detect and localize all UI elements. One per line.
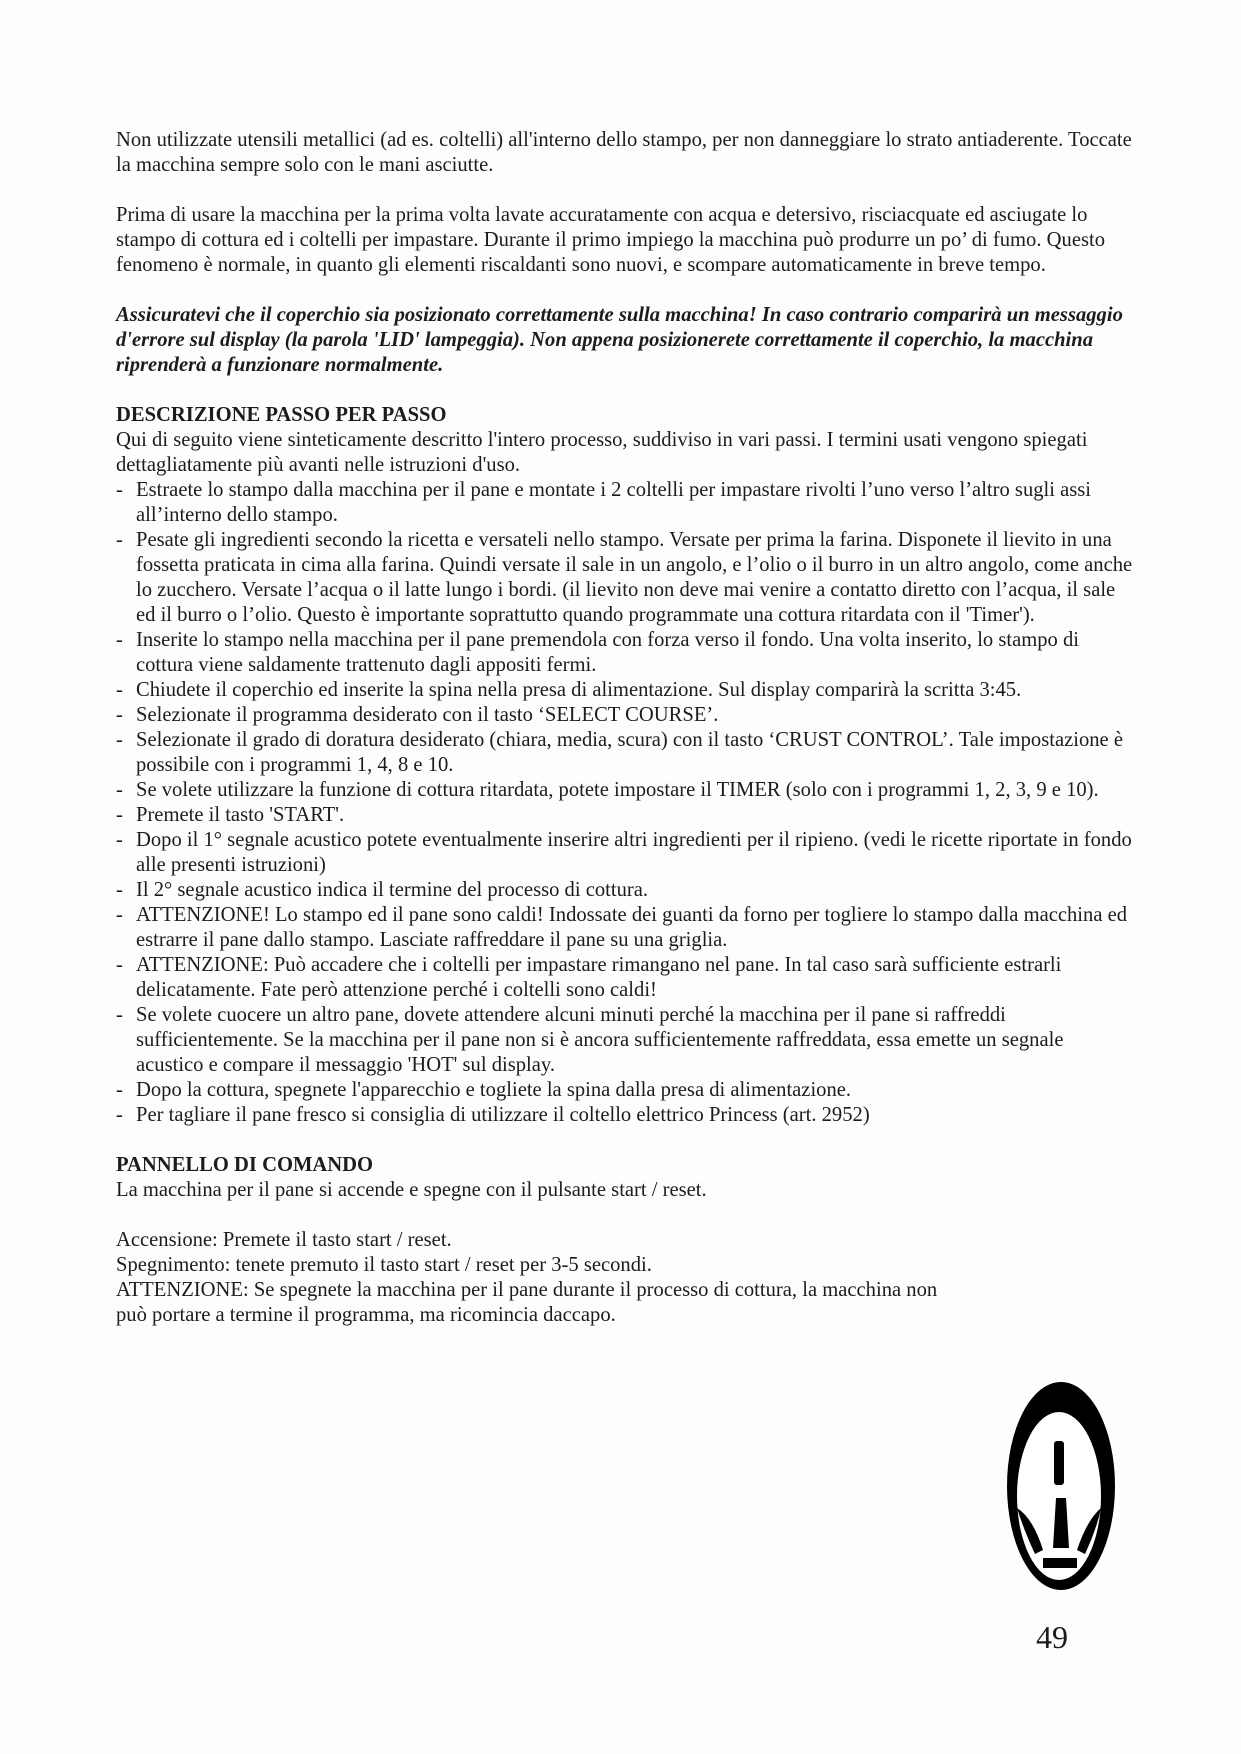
list-item: - ATTENZIONE: Può accadere che i coltelli per impastare rimangano nel pane. In tal caso sarà sufficiente estrarli delicatamente. Fate però attenzione perché i coltelli sono caldi! [116, 954, 1062, 1001]
list-item: - Dopo la cottura, spegnete l'apparecchio e togliete la spina dalla presa di alimentazione. [116, 1079, 852, 1101]
steps-heading: DESCRIZIONE PASSO PER PASSO [116, 404, 447, 426]
list-item: - Chiudete il coperchio ed inserite la spina nella presa di alimentazione. Sul display comparirà la scritta 3:45. [116, 679, 1022, 701]
list-item: - Per tagliare il pane fresco si consiglia di utilizzare il coltello elettrico Princess (art. 2952) [116, 1104, 870, 1126]
list-item: - Selezionate il grado di doratura desiderato (chiara, media, scura) con il tasto ‘CRUST CONTROL’. Tale impostazione è possibile con i programmi 1, 4, 8 e 10. [116, 729, 1123, 776]
panel-heading: PANNELLO DI COMANDO [116, 1154, 374, 1176]
lid-warning: Assicuratevi che il coperchio sia posizionato correttamente sulla macchina! In caso contrario comparirà un messaggio d'errore sul display (la parola 'LID' lampeggia). Non appena posizionerete correttamente il coperchio, la macchina riprenderà a funzionare normalmente. [116, 304, 1123, 376]
list-item: - Inserite lo stampo nella macchina per il pane premendola con forza verso il fondo. Una volta inserito, lo stampo di cottura viene saldamente trattenuto dagli appositi fermi. [116, 629, 1080, 676]
list-item: - Estraete lo stampo dalla macchina per il pane e montate i 2 coltelli per impastare rivolti l’uno verso l’altro sugli assi all’interno dello stampo. [116, 479, 1092, 526]
panel-intro: La macchina per il pane si accende e spegne con il pulsante start / reset. [116, 1179, 707, 1201]
panel-warning: ATTENZIONE: Se spegnete la macchina per il pane durante il processo di cottura, la macchina non può portare a termine il programma, ma ricomincia daccapo. [116, 1279, 938, 1326]
list-item: - ATTENZIONE! Lo stampo ed il pane sono caldi! Indossate dei guanti da forno per togliere lo stampo dalla macchina ed estrarre il pane dallo stampo. Lasciate raffreddare il pane su una griglia. [116, 904, 1128, 951]
crown-oval-logo-icon [1003, 1378, 1119, 1594]
list-item: - Se volete cuocere un altro pane, dovete attendere alcuni minuti perché la macchina per il pane si raffreddi sufficientemente. Se la macchina per il pane non si è ancora sufficientemente raffreddata, essa emette un segnale acustico e compare il messaggio 'HOT' sul display. [116, 1004, 1064, 1076]
document-body [116, 128, 1136, 1328]
intro-paragraph-2: Prima di usare la macchina per la prima volta lavate accuratamente con acqua e detersivo, risciacquate ed asciugate lo stampo di cottura ed i coltelli per impastare. Durante il primo impiego la macchina può produrre un po’ di fumo. Questo fenomeno è normale, in quanto gli elementi riscaldanti sono nuovi, e scompare automaticamente in breve tempo. [116, 204, 1105, 276]
panel-power-off: Spegnimento: tenete premuto il tasto start / reset per 3-5 secondi. [116, 1254, 652, 1276]
steps-intro: Qui di seguito viene sinteticamente descritto l'intero processo, suddiviso in vari passi. I termini usati vengono spiegati dettagliatamente più avanti nelle istruzioni d'uso. [116, 429, 1088, 476]
list-item: - Selezionate il programma desiderato con il tasto ‘SELECT COURSE’. [116, 704, 719, 726]
steps-list [116, 478, 1136, 1128]
list-item: - Premete il tasto 'START'. [116, 804, 345, 826]
list-item: - Se volete utilizzare la funzione di cottura ritardata, potete impostare il TIMER (solo con i programmi 1, 2, 3, 9 e 10). [116, 779, 1099, 801]
intro-paragraph-1: Non utilizzate utensili metallici (ad es. coltelli) all'interno dello stampo, per non danneggiare lo strato antiaderente. Toccate la macchina sempre solo con le mani asciutte. [116, 129, 1132, 176]
list-item: - Dopo il 1° segnale acustico potete eventualmente inserire altri ingredienti per il ripieno. (vedi le ricette riportate in fondo alle presenti istruzioni) [116, 829, 1132, 876]
page-number: 49 [1036, 1619, 1068, 1655]
list-item: - Pesate gli ingredienti secondo la ricetta e versateli nello stampo. Versate per prima la farina. Disponete il lievito in una fossetta praticata in cima alla farina. Quindi versate il sale in un angolo, e l’olio o il burro in un altro angolo, come anche lo zucchero. Versate l’acqua o il latte lungo i bordi. (il lievito non deve mai venire a contatto diretto con l’acqua, il sale ed il burro o l’olio. Questo è importante soprattutto quando programmate una cottura ritardata con il 'Timer'). [116, 529, 1133, 626]
panel-power-on: Accensione: Premete il tasto start / reset. [116, 1229, 452, 1251]
list-item: - Il 2° segnale acustico indica il termine del processo di cottura. [116, 879, 649, 901]
